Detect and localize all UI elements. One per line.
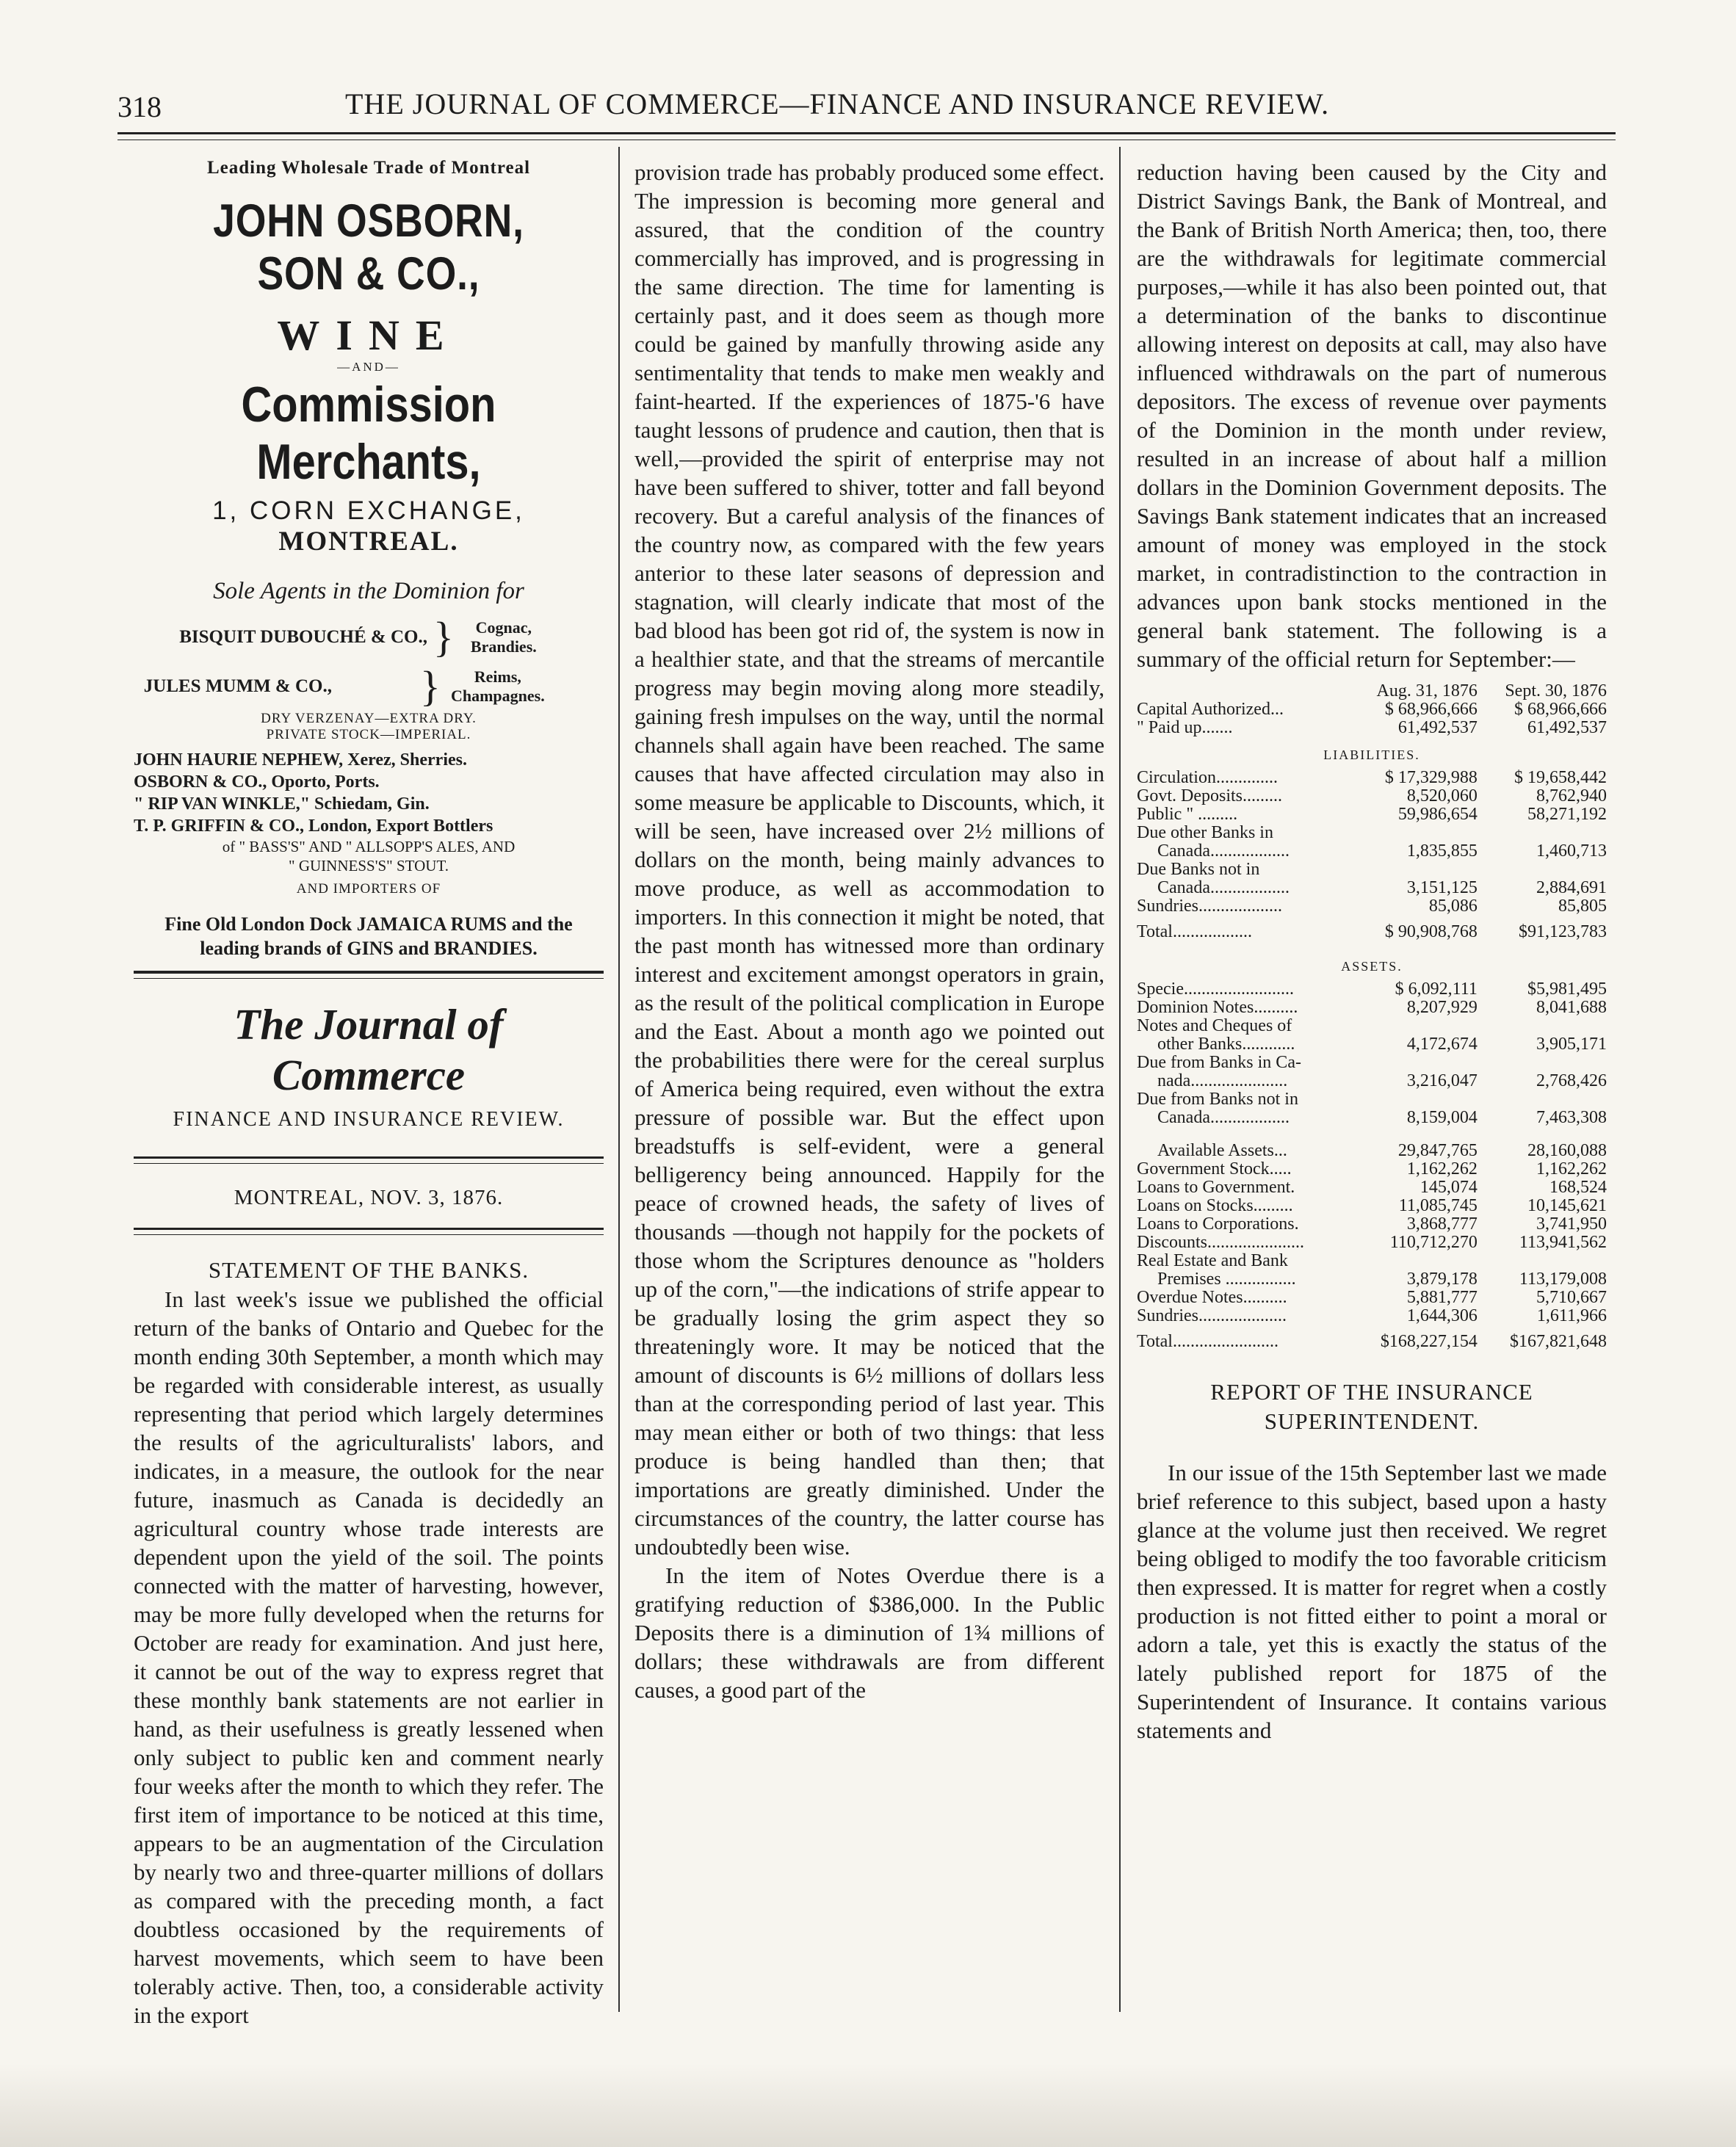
- table-row: [1137, 1035, 1607, 1054]
- value-aug: $ 17,329,988: [1384, 768, 1478, 787]
- masthead-rule: [134, 1156, 604, 1159]
- table-row: [1137, 1072, 1607, 1090]
- row-label: Premises ................: [1157, 1270, 1296, 1289]
- value-aug: $ 68,966,666: [1384, 700, 1478, 719]
- value-aug: $168,227,154: [1380, 1332, 1478, 1351]
- value-aug: [1350, 1252, 1478, 1270]
- table-row: [1137, 737, 1607, 769]
- value-sep: 1,162,262: [1536, 1159, 1607, 1179]
- row-label: Circulation..............: [1137, 768, 1278, 787]
- value-sep: $5,981,495: [1527, 980, 1607, 999]
- value-sep: 113,941,562: [1519, 1233, 1607, 1252]
- value-sep: 8,041,688: [1536, 998, 1607, 1017]
- value-aug: 3,868,777: [1406, 1214, 1478, 1234]
- column-divider: [618, 147, 620, 2012]
- value-aug: $ 6,092,111: [1395, 980, 1478, 999]
- article-paragraph: In last week's issue we published the official return of the banks of Ontario and Quebec for the month ending 30th September, a month which may be regarded with considerable interest, as usually representing that period which largely determines the results of the agriculturalists' labors, and indicates, in a measure, the outlook for the near future, inasmuch as Canada is decidedly an agricultural country whose trade interests are dependent upon the yield of the soil. The points connected with the matter of harvesting, however, may be more fully developed when the returns for October are ready for examination. And just here, it cannot be out of the way to express regret that these monthly bank statements are not earlier in hand, as their usefulness is greatly lessened when only subject to public ken and comment nearly four weeks after the month to which they refer. The first item of importance to be noticed at this time, appears to be an augmentation of the Circulation by nearly two and three-quarter millions of dollars as compared with the preceding month, a fact doubtless occasioned by the requirements of harvest movements, which seem to have been tolerably active. Then, too, a considerable activity in the export: [134, 1286, 604, 2028]
- row-label: Sundries...................: [1137, 897, 1282, 916]
- article-paragraph: In our issue of the 15th September last we made brief reference to this subject, based upon a hasty glance at the volume just then received. We regret being obliged to modify the too favorable criticism then expressed. It is matter for regret when a costly production is not fitted either to point a moral or adorn a tale, yet this is exactly the status of the lately published report for 1875 of the Superintendent of Insurance. It contains various statements and: [1137, 1460, 1607, 1743]
- table-header: [1137, 682, 1607, 700]
- table-row: [1137, 1054, 1607, 1072]
- value-aug: 8,159,004: [1406, 1108, 1478, 1127]
- row-label: other Banks............: [1157, 1035, 1295, 1054]
- table-row: [1137, 916, 1607, 949]
- row-label: Overdue Notes..........: [1137, 1288, 1287, 1307]
- row-label: Govt. Deposits.........: [1137, 786, 1282, 805]
- value-aug: 3,151,125: [1406, 878, 1478, 897]
- masthead-title: The Journal of Commerce: [234, 1000, 504, 1099]
- table-row: [1137, 805, 1607, 824]
- ad-line: OSBORN & CO., Oporto, Ports.: [134, 772, 380, 792]
- value-aug: 5,881,777: [1406, 1288, 1478, 1307]
- article-paragraph: reduction having been caused by the City and District Savings Bank, the Bank of Montreal, and the Bank of British North America; then, too, there are the withdrawals for legitimate commercial purposes,—while it has also been pointed out, that a determination of the banks to discontinue allowing interest on deposits at call, may also have influenced withdrawals on the part of numerous depositors. The excess of revenue over payments of the Dominion in the month under review, resulted in an increase of about half a million dollars in the Dominion Government deposits. The Savings Bank statement indicates that an increased amount of money was employed in the stock market, in contradistinction to the contraction in advances upon bank stocks mentioned in the general bank statement. The following is a summary of the official return for September:—: [1137, 159, 1607, 672]
- table-row: [1137, 842, 1607, 861]
- value-sep: 10,145,621: [1527, 1196, 1607, 1215]
- row-label: Discounts......................: [1137, 1233, 1304, 1252]
- ad-line: " RIP VAN WINKLE," Schiedam, Gin.: [134, 794, 430, 814]
- ad-and: —AND—: [337, 360, 400, 374]
- table-row: [1137, 824, 1607, 842]
- value-aug: [1350, 1017, 1478, 1035]
- table-row: [1137, 949, 1607, 980]
- ad-firm-name: JOHN OSBORN, SON & CO.,: [213, 195, 524, 300]
- value-sep: 28,160,088: [1527, 1141, 1607, 1160]
- table-row: [1137, 1270, 1607, 1289]
- value-sep: 5,710,667: [1536, 1288, 1607, 1307]
- dateline-rule-thin: [134, 1234, 604, 1235]
- row-label: Available Assets...: [1157, 1141, 1287, 1160]
- value-sep: 58,271,192: [1527, 805, 1607, 824]
- table-row: [1137, 1289, 1607, 1307]
- column-right: [1137, 158, 1607, 1745]
- insurance-heading: SUPERINTENDENT.: [1264, 1408, 1480, 1434]
- bank-return-table: [1137, 682, 1607, 1358]
- header-spacer: [1137, 682, 1350, 700]
- brace-icon: }: [433, 613, 454, 661]
- value-aug: 1,162,262: [1406, 1159, 1478, 1179]
- row-label: Sundries....................: [1137, 1306, 1287, 1325]
- value-sep: $91,123,783: [1519, 922, 1607, 941]
- agent-goods: Reims, Champagnes.: [450, 667, 545, 705]
- table-row: [1137, 1197, 1607, 1215]
- ad-line: T. P. GRIFFIN & CO., London, Export Bottlers: [134, 817, 493, 836]
- value-sep: 2,884,691: [1536, 878, 1607, 897]
- row-label: Government Stock.....: [1137, 1159, 1292, 1179]
- value-aug: 8,207,929: [1406, 998, 1478, 1017]
- ad-rule-thin: [134, 978, 604, 979]
- value-aug: 11,085,745: [1398, 1196, 1478, 1215]
- row-label: Loans on Stocks.........: [1137, 1196, 1293, 1215]
- agent-goods: Cognac, Brandies.: [470, 618, 537, 656]
- table-row: [1137, 861, 1607, 879]
- value-sep: 113,179,008: [1519, 1270, 1607, 1289]
- column-middle: [634, 158, 1104, 1704]
- row-label: Real Estate and Bank: [1137, 1251, 1288, 1270]
- agent-name: BISQUIT DUBOUCHÉ & CO.,: [179, 626, 427, 647]
- row-label: Due from Banks not in: [1137, 1090, 1298, 1109]
- table-row: [1137, 1307, 1607, 1325]
- value-aug: 3,879,178: [1406, 1270, 1478, 1289]
- value-sep: [1478, 1090, 1607, 1109]
- column-divider: [1119, 147, 1121, 2012]
- table-row: [1137, 1179, 1607, 1197]
- value-sep: 1,460,713: [1536, 841, 1607, 861]
- ad-wine: WINE: [277, 311, 460, 359]
- row-label: Total..................: [1137, 922, 1252, 941]
- table-row: [1137, 980, 1607, 999]
- value-aug: 59,986,654: [1397, 805, 1478, 824]
- row-label: Due from Banks in Ca-: [1137, 1053, 1301, 1072]
- table-row: [1137, 1090, 1607, 1109]
- value-aug: $ 90,908,768: [1384, 922, 1478, 941]
- masthead-subtitle: FINANCE AND INSURANCE REVIEW.: [173, 1108, 565, 1131]
- value-aug: 1,835,855: [1406, 841, 1478, 861]
- ad-commission: Commission Merchants,: [241, 377, 496, 490]
- insurance-heading: REPORT OF THE INSURANCE: [1210, 1379, 1533, 1405]
- ad-rule: [134, 971, 604, 974]
- ad-importers: AND IMPORTERS OF: [296, 881, 441, 897]
- masthead-rule-thin: [134, 1163, 604, 1164]
- row-label: Loans to Government.: [1137, 1178, 1295, 1197]
- value-aug: 3,216,047: [1406, 1071, 1478, 1090]
- table-row: [1137, 719, 1607, 737]
- column-header: Sept. 30, 1876: [1505, 681, 1607, 700]
- table-row: [1137, 769, 1607, 787]
- value-sep: [1478, 861, 1607, 879]
- value-sep: 61,492,537: [1527, 718, 1607, 737]
- assets-heading: ASSETS.: [1341, 959, 1403, 974]
- ad-fine: Fine Old London Dock JAMAICA RUMS and the leading brands of GINS and BRANDIES.: [164, 913, 573, 959]
- value-sep: [1478, 1054, 1607, 1072]
- table-row: [1137, 1127, 1607, 1160]
- column-left: [134, 158, 604, 2030]
- value-sep: 8,762,940: [1536, 786, 1607, 805]
- ad-griffin-line: of " BASS'S" AND " ALLSOPP'S ALES, AND: [222, 838, 516, 855]
- value-aug: 4,172,674: [1406, 1035, 1478, 1054]
- value-sep: 168,524: [1549, 1178, 1607, 1197]
- table-row: [1137, 897, 1607, 916]
- agent-row: [134, 612, 604, 662]
- row-label: Total........................: [1137, 1332, 1279, 1351]
- ad-mumm-line: DRY VERZENAY—EXTRA DRY.: [261, 711, 477, 726]
- brace-icon: }: [420, 662, 441, 710]
- table-row: [1137, 1160, 1607, 1179]
- article-heading: STATEMENT OF THE BANKS.: [208, 1257, 529, 1283]
- value-sep: 2,768,426: [1536, 1071, 1607, 1090]
- value-aug: 145,074: [1419, 1178, 1478, 1197]
- column-header: Aug. 31, 1876: [1376, 681, 1478, 700]
- table-row: [1137, 1017, 1607, 1035]
- value-sep: 7,463,308: [1536, 1108, 1607, 1127]
- row-label: " Paid up.......: [1137, 718, 1233, 737]
- ad-city: MONTREAL.: [278, 526, 459, 557]
- value-sep: 85,805: [1558, 897, 1607, 916]
- value-sep: 3,741,950: [1536, 1214, 1607, 1234]
- page-number: 318: [117, 90, 162, 123]
- table-row: [1137, 1252, 1607, 1270]
- table-row: [1137, 879, 1607, 897]
- row-label: Due Banks not in: [1137, 860, 1260, 879]
- agent-name: JULES MUMM & CO.,: [143, 676, 332, 696]
- value-aug: 8,520,060: [1406, 786, 1478, 805]
- value-aug: 110,712,270: [1389, 1233, 1478, 1252]
- ad-lead: Leading Wholesale Trade of Montreal: [206, 158, 531, 178]
- value-aug: 1,644,306: [1406, 1306, 1478, 1325]
- dateline: MONTREAL, NOV. 3, 1876.: [234, 1186, 504, 1209]
- running-title: THE JOURNAL OF COMMERCE—FINANCE AND INSURANCE REVIEW.: [345, 87, 1330, 120]
- value-sep: [1478, 824, 1607, 842]
- table-row: [1137, 999, 1607, 1017]
- ad-griffin-line: " GUINNESS'S" STOUT.: [289, 857, 449, 875]
- agent-row: [134, 662, 604, 711]
- ad-mumm-line: PRIVATE STOCK—IMPERIAL.: [266, 727, 471, 742]
- ad-sole-agents: Sole Agents in the Dominion for: [213, 578, 524, 604]
- header-rule: [117, 132, 1616, 134]
- row-label: Dominion Notes..........: [1137, 998, 1298, 1017]
- article-paragraph: In the item of Notes Overdue there is a gratifying reduction of $386,000. In the Public Deposits there is a diminution of 1¾ millions of dollars; these withdrawals are from different causes, a good part of the: [634, 1563, 1104, 1703]
- value-aug: [1350, 1054, 1478, 1072]
- row-label: Notes and Cheques of: [1137, 1016, 1292, 1035]
- dateline-rule: [134, 1228, 604, 1230]
- ad-line: JOHN HAURIE NEPHEW, Xerez, Sherries.: [134, 750, 467, 770]
- value-aug: 85,086: [1428, 897, 1478, 916]
- value-sep: 1,611,966: [1536, 1306, 1607, 1325]
- row-label: Canada..................: [1157, 1108, 1290, 1127]
- row-label: nada......................: [1157, 1071, 1288, 1090]
- value-sep: $ 68,966,666: [1514, 700, 1607, 719]
- row-label: Specie.........................: [1137, 980, 1294, 999]
- table-row: [1137, 787, 1607, 805]
- table-row: [1137, 1215, 1607, 1234]
- value-sep: $167,821,648: [1510, 1332, 1607, 1351]
- value-aug: [1350, 861, 1478, 879]
- article-paragraph: provision trade has probably produced some effect. The impression is becoming more general and assured, that the condition of the country commercially has improved, and is progressing in the same direction. The time for lamenting is certainly past, and it does seem as though more could be gained by manfully throwing aside any sentimentality that tends to make men weakly and faint-hearted. If the experiences of 1875-'6 have taught lessons of prudence and caution, then that is well,—provided the spirit of enterprise may not have been suffered to shiver, totter and fall beyond recovery. But a careful analysis of the finances of the country now, as compared with the few years anterior to these later seasons of depression and stagnation, will clearly indicate that most of the bad blood has been got rid of, the system is now in a healthier state, and that the streams of mercantile progress may begin moving along more steadily, gaining fresh impulses on the way, until the normal channels shall again have been reached. The same causes that have affected circulation may also in some measure be applicable to Discounts, which, it will be seen, have increased over 2½ millions of dollars on the month, being mainly advances to move produce, as well as accommodation to importers. In this connection it might be noted, that the past month has witnessed more than ordinary interest and excitement amongst operators in grain, as the result of the political complication in Europe and the East. About a month ago we pointed out the probabilities there were for the cereal surplus of America being required, even without the extra pressure of possible war. But the effect upon breadstuffs is self-evident, were a general belligerency being announced. Happily for the peace of crowned heads, the safety of lives of thousands —though not happily for the pockets of those whom the Scriptures denounce as "holders up of the corn,"—the indications of strife appear to be gradually losing the grim aspect they so threateningly wore. It may be noticed that the amount of discounts is 6½ millions of dollars less than at the corresponding period of last year. This may mean either or both of two things: that less produce is being handled than then; that importations are greatly diminished. Under the circumstances of the country, the latter course has undoubtedly been wise.: [634, 159, 1104, 1560]
- table-row: [1137, 1325, 1607, 1358]
- value-aug: [1350, 1090, 1478, 1109]
- ad-address: 1, CORN EXCHANGE,: [212, 496, 525, 525]
- value-sep: 3,905,171: [1536, 1035, 1607, 1054]
- value-aug: [1350, 824, 1478, 842]
- value-sep: $ 19,658,442: [1514, 768, 1607, 787]
- row-label: Canada..................: [1157, 841, 1290, 861]
- table-row: [1137, 1109, 1607, 1127]
- value-aug: 29,847,765: [1397, 1141, 1478, 1160]
- table-row: [1137, 1234, 1607, 1252]
- row-label: Due other Banks in: [1137, 823, 1273, 842]
- row-label: Public " .........: [1137, 805, 1238, 824]
- row-label: Capital Authorized...: [1137, 700, 1284, 719]
- row-label: Loans to Corporations.: [1137, 1214, 1299, 1234]
- liabilities-heading: LIABILITIES.: [1323, 747, 1420, 762]
- page-edge: [0, 2063, 1736, 2147]
- value-sep: [1478, 1252, 1607, 1270]
- value-sep: [1478, 1017, 1607, 1035]
- row-label: Canada..................: [1157, 878, 1290, 897]
- value-aug: 61,492,537: [1397, 718, 1478, 737]
- table-row: [1137, 700, 1607, 719]
